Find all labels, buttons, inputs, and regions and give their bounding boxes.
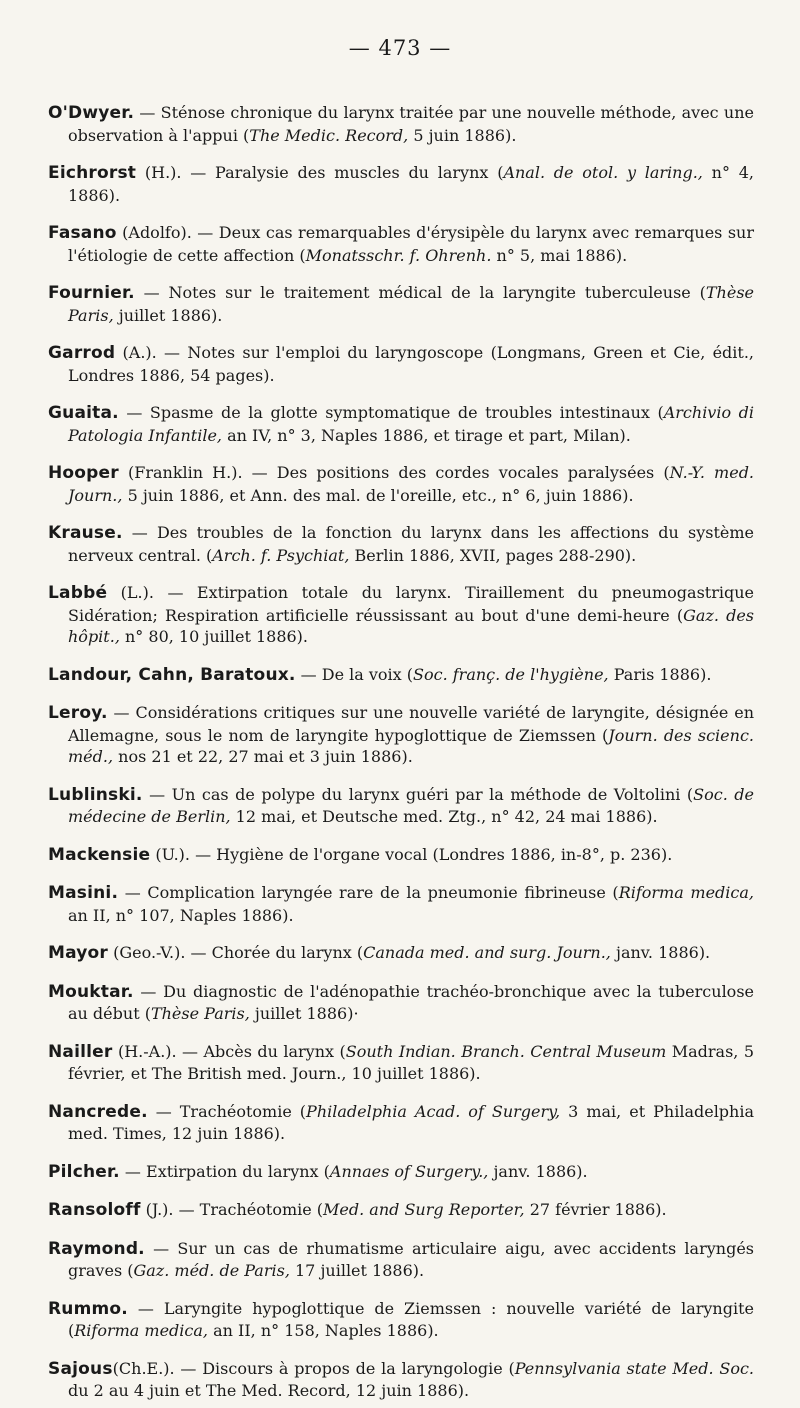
- entry-author-initials: (A.).: [115, 343, 157, 362]
- entry-author: Sajous: [48, 1358, 113, 1379]
- entry-details: Madras, 5 février, et The British med. Journ., 10 juillet 1886).: [68, 1041, 755, 1083]
- entry-details: n° 4, 1886).: [68, 163, 755, 205]
- entry-source: Soc. franç. de l'hygiène,: [413, 664, 609, 684]
- bibliography-list: [48, 86, 754, 1408]
- entry-details: 17 juillet 1886).: [289, 1261, 425, 1280]
- entry-author-initials: (H.).: [136, 163, 182, 182]
- entry-source: Anal. de otol. y laring.,: [503, 163, 703, 182]
- entry-details: 27 février 1886).: [524, 1200, 667, 1219]
- entry-text: — Trachéotomie (: [147, 1101, 307, 1121]
- bibliography-entry: [48, 784, 754, 828]
- entry-source: Archivio di Patologia Infantile,: [68, 403, 754, 445]
- entry-text: — Laryngite hypoglottique de Ziemssen : nouvelle variété de laryngite (: [68, 1298, 754, 1340]
- entry-author-initials: (L.).: [107, 583, 154, 602]
- entry-source: Annaes of Surgery.,: [329, 1161, 489, 1181]
- entry-text: — Extirpation totale du larynx. Tiraillement du pneumogastrique Sidération; Respiration artificielle réussissant au bout d'une demi-heure (: [68, 583, 754, 625]
- entry-author: Masini.: [48, 883, 119, 903]
- entry-details: 5 juin 1886).: [408, 125, 517, 145]
- bibliography-entry: [48, 1238, 754, 1282]
- entry-text: — Discours à propos de la laryngologie (: [174, 1358, 515, 1378]
- entry-text: — Chorée du larynx (: [185, 943, 364, 962]
- entry-text: — Spasme de la glotte symptomatique de troubles intestinaux (: [118, 403, 664, 422]
- bibliography-entry: [48, 1101, 754, 1145]
- entry-author: Mackensie: [48, 844, 151, 865]
- entry-source: Med. and Surg Reporter,: [323, 1200, 525, 1219]
- entry-source: Pennsylvania state Med. Soc.: [514, 1358, 754, 1378]
- entry-source: Philadelphia Acad. of Surgery,: [306, 1101, 561, 1121]
- entry-author-initials: (U.).: [150, 844, 190, 864]
- entry-details: n° 5, mai 1886).: [491, 245, 628, 265]
- bibliography-entry: [48, 402, 754, 446]
- entry-text: — Notes sur le traitement médical de la laryngite tuberculeuse (: [134, 283, 706, 302]
- bibliography-entry: [48, 102, 754, 146]
- entry-source: The Medic. Record,: [249, 125, 409, 145]
- entry-author: Mayor: [48, 943, 109, 963]
- bibliography-entry: [48, 981, 754, 1025]
- entry-text: — Complication laryngée rare de la pneumonie fibrineuse (: [118, 883, 619, 902]
- entry-source: Riforma medica,: [74, 1321, 208, 1340]
- entry-text: — Trachéotomie (: [173, 1200, 324, 1219]
- bibliography-entry: [48, 462, 754, 506]
- entry-details: nos 21 et 22, 27 mai et 3 juin 1886).: [113, 747, 413, 766]
- entry-author: Mouktar.: [48, 981, 134, 1002]
- entry-author: Pilcher.: [48, 1161, 120, 1182]
- entry-text: — Notes sur l'emploi du laryngoscope (Longmans, Green et Cie, édit., Londres 1886, 54 pages).: [68, 343, 755, 385]
- bibliography-entry: [48, 282, 754, 326]
- entry-details: n° 80, 10 juillet 1886).: [119, 627, 309, 646]
- entry-author: Landour, Cahn, Baratoux.: [48, 664, 296, 685]
- entry-details: du 2 au 4 juin et The Med. Record, 12 juin 1886).: [68, 1381, 470, 1400]
- entry-details: juillet 1886).: [113, 305, 223, 325]
- entry-author: Nancrede.: [48, 1101, 148, 1122]
- entry-source: Thèse Paris,: [68, 283, 754, 325]
- bibliography-entry: [48, 1161, 754, 1184]
- page-number: — 473 —: [348, 36, 452, 60]
- entry-source: N.-Y. med. Journ.,: [68, 463, 755, 505]
- entry-source: Gaz. des hôpit.,: [68, 605, 755, 646]
- bibliography-entry: [48, 882, 754, 926]
- bibliography-entry: [48, 664, 754, 687]
- entry-text: — Extirpation du larynx (: [119, 1161, 330, 1181]
- entry-source: Monatsschr. f. Ohrenh.: [305, 245, 492, 265]
- entry-author: Fasano: [48, 223, 117, 243]
- entry-author-initials: (Geo.-V.).: [108, 943, 186, 962]
- entry-author: Ransoloff: [48, 1200, 141, 1220]
- entry-text: — Un cas de polype du larynx guéri par la méthode de Voltolini (: [142, 784, 694, 804]
- entry-text: — Sténose chronique du larynx traitée par une nouvelle méthode, avec une observation à l'appui (: [68, 103, 754, 145]
- entry-details: 12 mai, et Deutsche med. Ztg., n° 42, 24 mai 1886).: [230, 807, 658, 826]
- entry-text: — Hygiène de l'organe vocal (Londres 1886, in-8°, p. 236).: [190, 844, 673, 864]
- entry-text: — Du diagnostic de l'adénopathie trachéo-bronchique avec la tuberculose au début (: [68, 981, 754, 1023]
- bibliography-entry: [48, 702, 754, 768]
- entry-author-initials: (Adolfo).: [116, 223, 192, 242]
- bibliography-entry: [48, 1358, 754, 1402]
- entry-text: — Des troubles de la fonction du larynx dans les affections du système nerveux central. (: [68, 523, 754, 565]
- entry-source: Riforma medica,: [618, 883, 755, 902]
- entry-author-initials: (Franklin H.).: [118, 463, 243, 482]
- entry-author: Rummo.: [48, 1298, 128, 1319]
- bibliography-entry: [48, 1298, 754, 1342]
- entry-text: — Considérations critiques sur une nouvelle variété de laryngite, désignée en Allemagne, sous le nom de laryngite hypoglottique de Ziemssen (: [68, 703, 754, 745]
- entry-details: juillet 1886)·: [249, 1004, 359, 1023]
- entry-text: — De la voix (: [295, 664, 414, 684]
- entry-author: Krause.: [48, 523, 123, 543]
- entry-details: an IV, n° 3, Naples 1886, et tirage et part, Milan).: [222, 425, 631, 445]
- entry-text: — Des positions des cordes vocales paralysées (: [242, 463, 670, 482]
- bibliography-entry: [48, 1199, 754, 1222]
- bibliography-entry: [48, 162, 754, 206]
- entry-text: — Paralysie des muscles du larynx (: [181, 163, 504, 182]
- entry-source: South Indian. Branch. Central Museum: [345, 1041, 667, 1061]
- entry-author-initials: (J.).: [140, 1200, 174, 1219]
- entry-author: Nailler: [48, 1041, 113, 1062]
- bibliography-entry: [48, 222, 754, 266]
- entry-author: Hooper: [48, 463, 119, 483]
- entry-text: — Sur un cas de rhumatisme articulaire aigu, avec accidents laryngés graves (: [68, 1238, 754, 1280]
- bibliography-entry: [48, 342, 754, 386]
- entry-author: Garrod: [48, 343, 116, 363]
- entry-details: an II, n° 107, Naples 1886).: [68, 905, 294, 925]
- entry-author: Guaita.: [48, 403, 119, 423]
- entry-author-initials: (H.-A.).: [112, 1041, 177, 1061]
- bibliography-entry: [48, 844, 754, 867]
- entry-details: janv. 1886).: [488, 1161, 588, 1181]
- entry-details: Paris 1886).: [608, 664, 712, 684]
- entry-source: Canada med. and surg. Journ.,: [363, 943, 611, 962]
- entry-author: Leroy.: [48, 703, 108, 723]
- entry-author: Fournier.: [48, 283, 135, 303]
- entry-source: Gaz. méd. de Paris,: [133, 1261, 290, 1280]
- entry-text: — Deux cas remarquables d'érysipèle du larynx avec remarques sur l'étiologie de cette affection (: [68, 223, 755, 265]
- entry-author: Raymond.: [48, 1238, 145, 1259]
- entry-details: 3 mai, et Philadelphia med. Times, 12 juin 1886).: [68, 1101, 755, 1143]
- entry-source: Arch. f. Psychiat,: [212, 545, 350, 565]
- entry-text: — Abcès du larynx (: [176, 1041, 346, 1061]
- bibliography-entry: [48, 942, 754, 965]
- entry-details: 5 juin 1886, et Ann. des mal. de l'oreille, etc., n° 6, juin 1886).: [122, 485, 634, 505]
- bibliography-entry: [48, 1041, 754, 1085]
- entry-source: Journ. des scienc. méd.,: [68, 725, 754, 766]
- entry-author: O'Dwyer.: [48, 103, 135, 123]
- bibliography-entry: [48, 522, 754, 566]
- entry-source: Thèse Paris,: [150, 1004, 250, 1023]
- bibliography-entry: [48, 582, 754, 648]
- entry-author: Lublinski.: [48, 784, 143, 805]
- entry-author: Eichrorst: [48, 163, 137, 183]
- entry-author: Labbé: [48, 583, 108, 603]
- entry-details: Berlin 1886, XVII, pages 288-290).: [349, 545, 637, 565]
- entry-source: Soc. de médecine de Berlin,: [68, 784, 755, 826]
- entry-author-initials: (Ch.E.).: [112, 1358, 175, 1378]
- entry-details: janv. 1886).: [610, 943, 711, 962]
- entry-details: an II, n° 158, Naples 1886).: [208, 1321, 439, 1340]
